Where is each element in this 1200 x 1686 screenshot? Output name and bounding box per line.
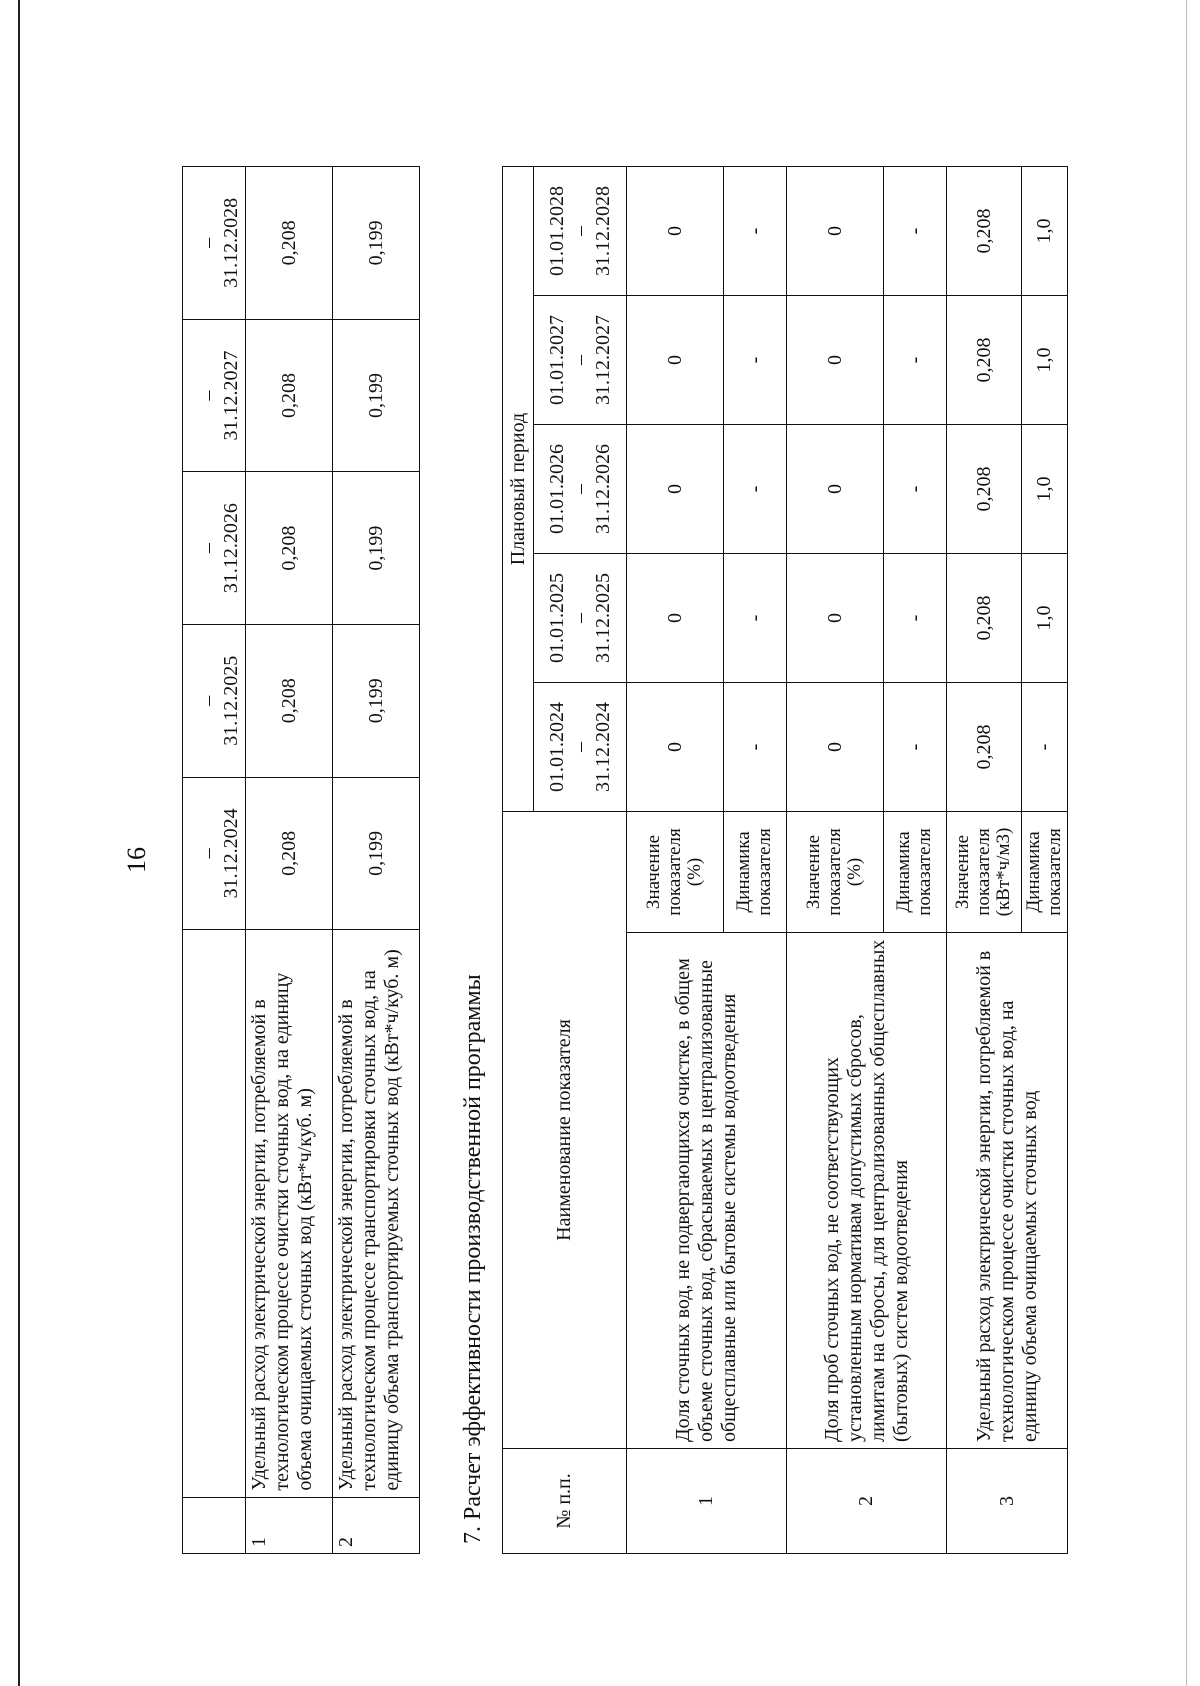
page-number: 16	[122, 847, 151, 873]
value-cell: 0,199	[333, 319, 420, 472]
dynamics-cell: -	[884, 296, 947, 425]
dynamics-cell: -	[724, 683, 787, 812]
header-period: 01.01.2024 – 31.12.2024	[534, 683, 627, 812]
efficiency-table	[502, 166, 1068, 1554]
value-cell: 0	[787, 167, 884, 296]
section-title: 7. Расчет эффективности производственной программы	[460, 974, 486, 1544]
table-header-row	[503, 167, 534, 1554]
value-cell: 0,208	[947, 167, 1022, 296]
dynamics-cell: 1,0	[1022, 425, 1068, 554]
table-row	[947, 167, 1022, 1554]
value-cell: 0	[627, 554, 724, 683]
dynamics-cell: -	[884, 554, 947, 683]
value-cell: 0,208	[246, 319, 333, 472]
header-cell-empty	[183, 930, 246, 1497]
indicator-name: Доля сточных вод, не подвергающихся очистке, в общем объеме сточных вод, сбрасываемых в централизованные общесплавные или бытовые системы водоотведения	[627, 933, 787, 1449]
value-cell: 0,208	[246, 777, 333, 930]
header-cell-date: – 31.12.2028	[183, 167, 246, 320]
value-label: Значение показателя (%)	[787, 812, 884, 933]
dynamics-cell: -	[724, 167, 787, 296]
row-number: 1	[627, 1449, 787, 1554]
dynamics-cell: 1,0	[1022, 554, 1068, 683]
header-period: 01.01.2026 – 31.12.2026	[534, 425, 627, 554]
value-cell: 0	[627, 296, 724, 425]
value-cell: 0,199	[333, 167, 420, 320]
row-number: 2	[333, 1497, 420, 1553]
value-cell: 0	[787, 425, 884, 554]
page-right-edge	[1186, 0, 1187, 1686]
value-cell: 0,208	[246, 472, 333, 625]
header-period: 01.01.2025 – 31.12.2025	[534, 554, 627, 683]
header-period: 01.01.2027 – 31.12.2027	[534, 296, 627, 425]
row-number: 1	[246, 1497, 333, 1553]
table-header-row	[183, 167, 246, 1554]
dynamics-cell: -	[884, 425, 947, 554]
dynamics-label: Динамика показателя	[884, 812, 947, 933]
dynamics-label: Динамика показателя	[724, 812, 787, 933]
value-label: Значение показателя (кВт*ч/м3)	[947, 812, 1022, 933]
indicator-name: Удельный расход электрической энергии, потребляемой в технологическом процессе очистки сточных вод, на единицу объема очищаемых сточных вод (кВт*ч/куб. м)	[246, 930, 333, 1497]
dynamics-cell: 1,0	[1022, 296, 1068, 425]
page-binding-edge	[18, 0, 20, 1686]
dynamics-cell: -	[1022, 683, 1068, 812]
value-cell: 0,208	[947, 554, 1022, 683]
header-cell-date: – 31.12.2024	[183, 777, 246, 930]
header-cell-date: – 31.12.2026	[183, 472, 246, 625]
dynamics-cell: -	[724, 554, 787, 683]
header-planned-period: Плановый период	[503, 167, 534, 812]
header-number: № п.п.	[503, 1449, 627, 1554]
value-cell: 0	[787, 296, 884, 425]
value-cell: 0,199	[333, 777, 420, 930]
value-cell: 0,208	[246, 167, 333, 320]
indicator-name: Удельный расход электрической энергии, потребляемой в технологическом процессе очистки сточных вод, на единицу объема очищаемых сточных вод	[947, 933, 1068, 1449]
value-cell: 0,199	[333, 472, 420, 625]
row-number: 3	[947, 1449, 1068, 1554]
table-row	[627, 167, 724, 1554]
value-cell: 0,208	[246, 624, 333, 777]
table-row	[787, 167, 884, 1554]
value-cell: 0	[627, 167, 724, 296]
table-row	[333, 167, 420, 1554]
dynamics-cell: -	[884, 683, 947, 812]
header-period: 01.01.2028 – 31.12.2028	[534, 167, 627, 296]
value-cell: 0	[627, 683, 724, 812]
row-number: 2	[787, 1449, 947, 1554]
dynamics-cell: -	[884, 167, 947, 296]
header-cell-date: – 31.12.2025	[183, 624, 246, 777]
dynamics-cell: 1,0	[1022, 167, 1068, 296]
header-indicator-name: Наименование показателя	[503, 812, 627, 1449]
value-cell: 0,199	[333, 624, 420, 777]
value-cell: 0	[787, 683, 884, 812]
rotated-page	[50, 110, 1150, 1610]
value-cell: 0,208	[947, 683, 1022, 812]
indicator-name: Удельный расход электрической энергии, потребляемой в технологическом процессе транспортировки сточных вод, на единицу объема транспортируемых сточных вод (кВт*ч/куб. м)	[333, 930, 420, 1497]
value-cell: 0,208	[947, 425, 1022, 554]
dynamics-cell: -	[724, 296, 787, 425]
dynamics-cell: -	[724, 425, 787, 554]
header-cell-date: – 31.12.2027	[183, 319, 246, 472]
dynamics-label: Динамика показателя	[1022, 812, 1068, 933]
value-cell: 0	[627, 425, 724, 554]
header-cell-empty	[183, 1497, 246, 1553]
value-label: Значение показателя (%)	[627, 812, 724, 933]
energy-consumption-table	[182, 166, 420, 1554]
value-cell: 0	[787, 554, 884, 683]
value-cell: 0,208	[947, 296, 1022, 425]
indicator-name: Доля проб сточных вод, не соответствующих установленным нормативам допустимых сбросов, лимитам на сбросы, для централизованных общесплавных (бытовых) систем водоотведения	[787, 933, 947, 1449]
table-row	[246, 167, 333, 1554]
